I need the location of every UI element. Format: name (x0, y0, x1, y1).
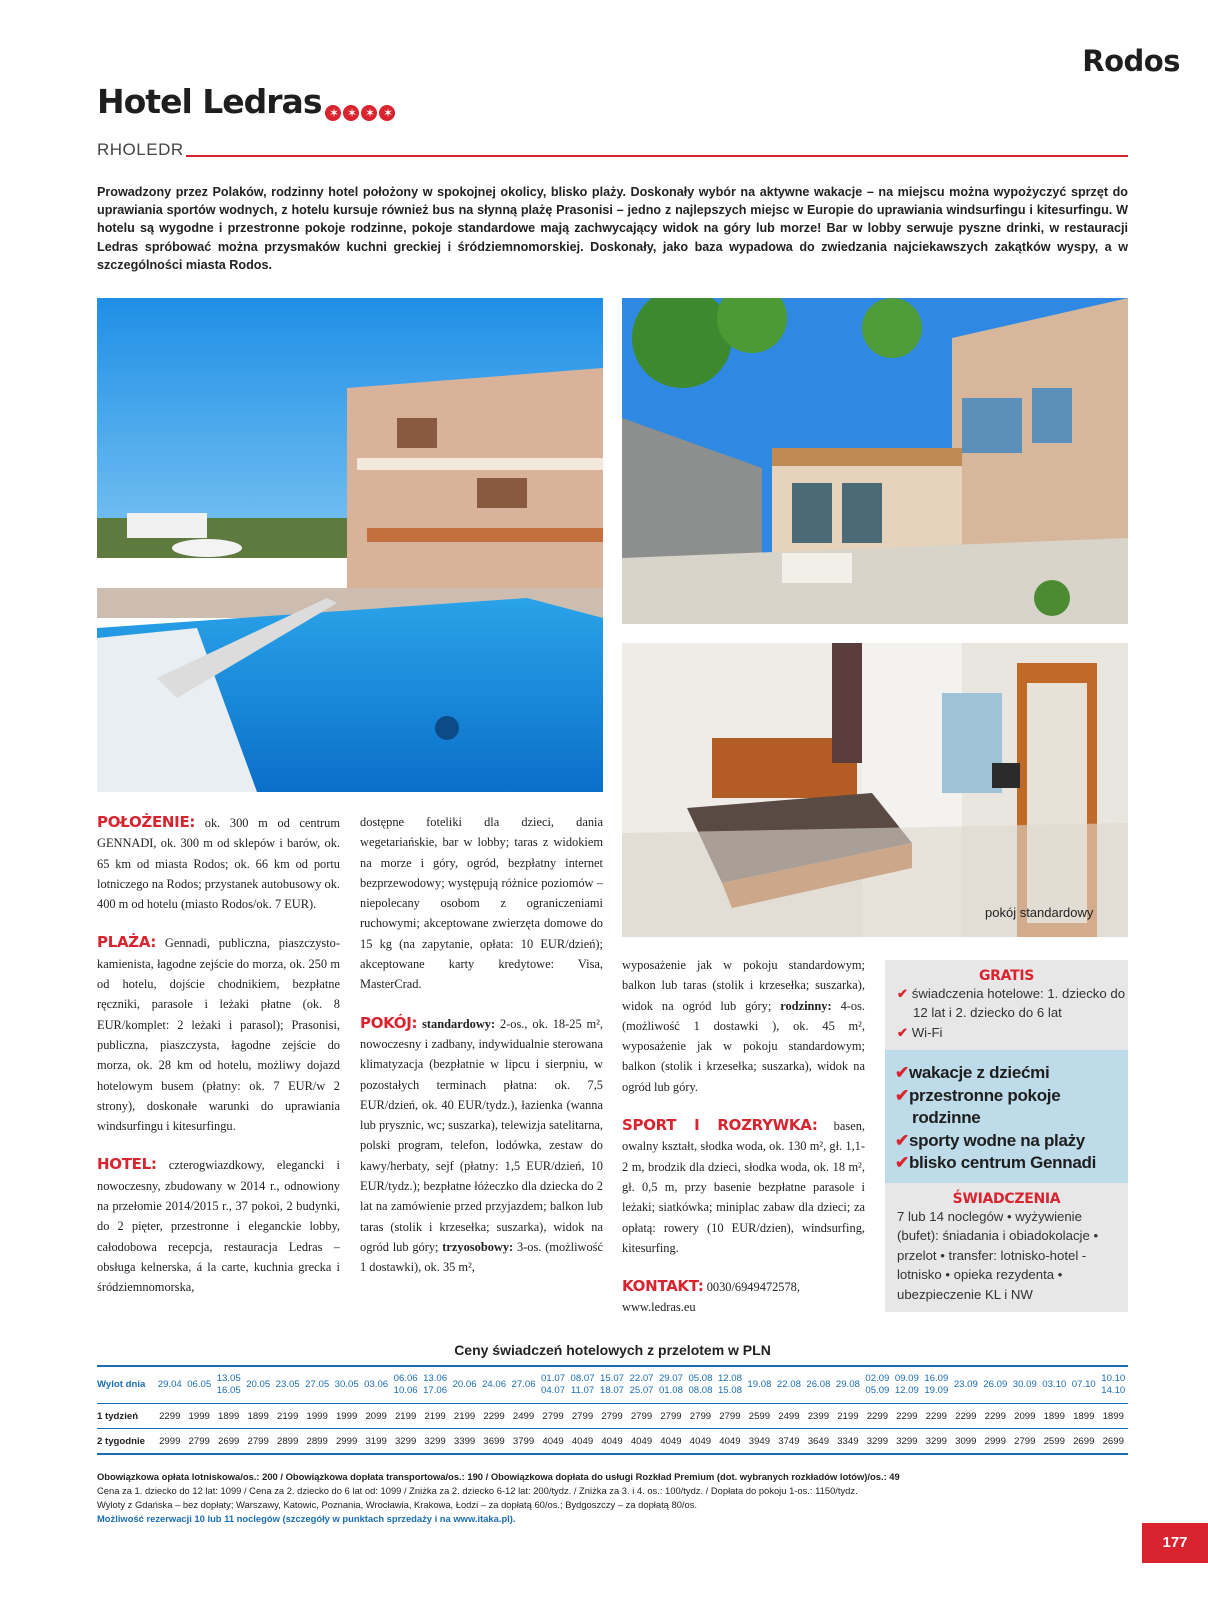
price-cell: 2799 (715, 1404, 744, 1429)
price-cell: 2299 (922, 1404, 951, 1429)
departure-dates-row (97, 1366, 1128, 1404)
price-cell: 1999 (332, 1404, 361, 1429)
price-cell: 4049 (597, 1429, 626, 1455)
departure-date: 23.09 (951, 1366, 980, 1404)
price-cell: 2699 (1099, 1429, 1129, 1455)
section-head-sport: SPORT I ROZRYWKA: (622, 1116, 818, 1135)
price-cell: 2599 (745, 1404, 774, 1429)
price-cell: 4049 (656, 1429, 685, 1455)
departure-date: 13.06 17.06 (420, 1366, 449, 1404)
departure-date: 26.09 (981, 1366, 1010, 1404)
price-cell: 2299 (863, 1404, 892, 1429)
price-cell: 2299 (981, 1404, 1010, 1429)
star-icon: ✶ (343, 105, 359, 121)
price-cell: 2299 (951, 1404, 980, 1429)
title-divider (186, 155, 1128, 157)
price-cell: 3399 (450, 1429, 479, 1455)
column-2 (360, 812, 603, 1296)
price-cell: 4049 (686, 1429, 715, 1455)
gratis-title: GRATIS (978, 968, 1035, 984)
price-cell: 2499 (774, 1404, 803, 1429)
selling-point: ✔wakacje z dziećmi (895, 1063, 1050, 1082)
price-cell: 1999 (184, 1404, 213, 1429)
price-cell: 2699 (1069, 1429, 1098, 1455)
departure-label: Wylot dnia (97, 1366, 155, 1404)
check-icon: ✔ (897, 986, 909, 1001)
price-cell: 2499 (509, 1404, 538, 1429)
departure-date: 24.06 (479, 1366, 508, 1404)
note-line: Wyloty z Gdańska – bez dopłaty; Warszawy, Katowic, Poznania, Wrocławia, Krakowa, Łodzi – za dopłatą 60/os.; Bydgoszczy – za dopłatą 80/os. (97, 1499, 698, 1510)
price-cell: 2199 (833, 1404, 862, 1429)
price-cell: 4049 (538, 1429, 567, 1455)
gratis-item: ✔ świadczenia hotelowe: 1. dziecko do 12 lat i 2. dziecko do 6 lat (897, 986, 1126, 1021)
pool-photo (97, 298, 603, 792)
price-cell: 2099 (361, 1404, 390, 1429)
selling-point: ✔sporty wodne na plaży (895, 1130, 1085, 1150)
price-cell: 1899 (1040, 1404, 1069, 1429)
price-cell: 2299 (479, 1404, 508, 1429)
section-head-beach: PLAŻA: (97, 933, 157, 952)
services-text: 7 lub 14 noclegów • wyżywienie (bufet): śniadania i obiadokolacje • przelot • transfer: lotnisko-hotel -lotnisko • opieka rezydenta • ubezpieczenie KL i NW (897, 1209, 1099, 1302)
services-title: ŚWIADCZENIA (952, 1191, 1061, 1207)
section-head-hotel: HOTEL: (97, 1155, 157, 1174)
price-cell: 3949 (745, 1429, 774, 1455)
price-cell: 3749 (774, 1429, 803, 1455)
star-icon: ✶ (361, 105, 377, 121)
price-cell: 3349 (833, 1429, 862, 1455)
departure-date: 22.07 25.07 (627, 1366, 656, 1404)
price-cell: 3099 (951, 1429, 980, 1455)
intro-paragraph: Prowadzony przez Polaków, rodzinny hotel położony w spokojnej okolicy, blisko plaży. Doskonały wybór na aktywne wakacje – na miejscu można wypożyczyć sprzęt do uprawiania sportów wodnych, z hotelu kursuje również bus na słynną plażę Prasonisi – jedno z najlepszych miejsc w Europie do uprawiania windsurfingu i kitesurfingu. W hotelu są wygodne i przestronne pokoje rodzinne, pokoje standardowe mają zachwycający widok na góry lub morze! Bar w lobby serwuje pyszne drinki, w restauracji Ledras spróbować można przysmaków kuchni greckiej i śródziemnomorskiej. Doskonały, jako baza wypadowa do zwiedzania najciekawszych zakątków wyspy, a w szczególności miasta Rodos. (97, 185, 1128, 272)
hotel-title (97, 82, 397, 121)
price-cell: 2299 (155, 1404, 184, 1429)
price-cell: 3299 (892, 1429, 921, 1455)
region-title: Rodos (1082, 44, 1180, 78)
price-cell: 2799 (627, 1404, 656, 1429)
check-icon: ✔ (897, 1024, 909, 1040)
selling-point: ✔blisko centrum Gennadi (895, 1153, 1097, 1172)
price-cell: 2199 (420, 1404, 449, 1429)
price-cell: 3649 (804, 1429, 833, 1455)
departure-date: 27.05 (302, 1366, 331, 1404)
sport-text: basen, owalny kształt, słodka woda, ok. 130 m², gł. 1,1-2 m, brodzik dla dzieci, słodka woda, ok. 18 m², gł. 0,5 m, przy basenie bezpłatne parasole i leżaki; siatkówka; miniplac zabaw dla dzieci; za opłatą: rowery (10 EUR/dzien), windsurfing, kitesurfing. (622, 1119, 865, 1255)
star-rating (325, 82, 397, 121)
price-cell: 2199 (391, 1404, 420, 1429)
hotel-name: Hotel Ledras (97, 82, 322, 121)
departure-date: 29.07 01.08 (656, 1366, 685, 1404)
selling-points-box (885, 1050, 1128, 1183)
price-cell: 2799 (538, 1404, 567, 1429)
price-cell: 2899 (302, 1429, 331, 1455)
price-cell: 1999 (302, 1404, 331, 1429)
room-family-text: 4-os. (możliwość 1 dostawki ), ok. 45 m², wyposażenie jak w pokoju standardowym; balkon (stolik i krzesełka; suszarka), widok na ogród lub góry. (622, 998, 865, 1094)
price-cell: 2899 (273, 1429, 302, 1455)
departure-date: 09.09 12.09 (892, 1366, 921, 1404)
departure-date: 07.10 (1069, 1366, 1098, 1404)
departure-date: 03.06 (361, 1366, 390, 1404)
note-line: Możliwość rezerwacji 10 lub 11 noclegów (szczegóły w punktach sprzedaży i na www.itaka.pl). (97, 1513, 516, 1524)
departure-date: 02.09 05.09 (863, 1366, 892, 1404)
price-cell: 3299 (420, 1429, 449, 1455)
price-cell: 3199 (361, 1429, 390, 1455)
star-icon: ✶ (325, 105, 341, 121)
departure-date: 13.05 16.05 (214, 1366, 243, 1404)
price-cell: 2999 (981, 1429, 1010, 1455)
hotel-text-cont: dostępne foteliki dla dzieci, dania wegetariańskie, bar w lobby; taras z widokiem na morze i góry, ogród, bezpłatny internet bezprzewodowy; występują różnice poziomów – niepolecany osobom z ograniczeniami ruchowymi; akceptowane zwierzęta domowe do 15 kg (na zapytanie, opłata: 10 EUR/dzień); akceptowane karty kredytowe: Visa, MasterCrad. (360, 815, 603, 992)
price-cell: 4049 (568, 1429, 597, 1455)
gratis-item: ✔ Wi-Fi (897, 1024, 943, 1040)
hotel-text: czterogwiazdkowy, elegancki i nowoczesny, zbudowany w 2014 r., odnowiony na przełomie 2014/2015 r., 37 pokoi, 2 budynki, do 2 pięter, przestronne i eleganckie lobby, całodobowa recepcja, restauracja Ledras – obsługa kelnerska, á la carte, kuchnia grecka i śródziemnomorska, (97, 1158, 340, 1295)
departure-date: 15.07 18.07 (597, 1366, 626, 1404)
terrace-photo (622, 298, 1128, 624)
check-icon: ✔ (895, 1085, 909, 1105)
check-icon: ✔ (895, 1063, 909, 1082)
departure-date: 06.06 10.06 (391, 1366, 420, 1404)
price-cell: 2799 (686, 1404, 715, 1429)
note-line: Obowiązkowa opłata lotniskowa/os.: 200 / Obowiązkowa dopłata transportowa/os.: 190 / Obowiązkowa dopłata do usługi Rozkład Premium (dot. wybranych rozkładów lotów)/os.: 49 (97, 1471, 900, 1482)
departure-date: 06.05 (184, 1366, 213, 1404)
price-cell: 3299 (391, 1429, 420, 1455)
beach-text: Gennadi, publiczna, piaszczysto-kamienista, łagodne zejście do morza, ok. 250 m od hotelu, dojście chodnikiem, bezpłatne ręczniki, parasole i leżaki płatne (ok. 8 EUR/komplet: 2 leżaki i parasol); Prasonisi, publiczna, piaszczysta, łagodne zejście do morza, ok. 28 km od hotelu, możliwy dojazd hotelowym busem (płatny: ok. 7 EUR/w 2 strony), doskonałe warunki do uprawiania windsurfingu i kitesurfingu. (97, 936, 340, 1134)
departure-date: 12.08 15.08 (715, 1366, 744, 1404)
departure-date: 05.08 08.08 (686, 1366, 715, 1404)
departure-date: 08.07 11.07 (568, 1366, 597, 1404)
price-cell: 1899 (1099, 1404, 1129, 1429)
departure-date: 29.08 (833, 1366, 862, 1404)
room-triple-text: 3-os. (możliwość 1 dostawki), ok. 35 m², (360, 1239, 604, 1275)
price-cell: 2099 (1010, 1404, 1039, 1429)
departure-date: 01.07 04.07 (538, 1366, 567, 1404)
row-label: 2 tygodnie (97, 1429, 155, 1455)
price-cell: 1899 (214, 1404, 243, 1429)
selling-point: ✔przestronne pokoje rodzinne (895, 1085, 1061, 1127)
hotel-code: RHOLEDR (97, 140, 184, 159)
check-icon: ✔ (895, 1130, 909, 1150)
star-icon: ✶ (379, 105, 395, 121)
departure-date: 29.04 (155, 1366, 184, 1404)
price-cell: 2599 (1040, 1429, 1069, 1455)
departure-date: 20.05 (243, 1366, 272, 1404)
photo-caption: pokój standardowy (985, 905, 1094, 920)
price-cell: 2799 (597, 1404, 626, 1429)
price-cell: 1899 (243, 1404, 272, 1429)
price-cell: 4049 (627, 1429, 656, 1455)
departure-date: 10.10 14.10 (1099, 1366, 1129, 1404)
price-cell: 2799 (656, 1404, 685, 1429)
room-text: 2-os., ok. 18-25 m², nowoczesny i zadbany, indywidualnie sterowana klimatyzacja (bezpłatnie w lipcu i sierpniu, w pozostałych terminach płatna: ok. 7,5 EUR/dzień, ok. 40 EUR/tydz.), łazienka (wanna lub prysznic, wc; suszarka), telewizja satelitarna, polski program, telefon, lodówka, zestaw do kawy/herbaty, sejf (płatny: 1,5 EUR/dzień, 10 EUR/tydz.); bezpłatne łóżeczko dla dziecka do 2 lat na zamówienie przed przyjazdem; balkon lub taras (stolik i krzesełka; suszarka), widok na ogród lub góry; (360, 1016, 603, 1254)
departure-date: 19.08 (745, 1366, 774, 1404)
section-head-location: POŁOŻENIE: (97, 813, 196, 831)
price-cell: 3699 (479, 1429, 508, 1455)
departure-date: 22.08 (774, 1366, 803, 1404)
section-head-room: POKÓJ: (360, 1013, 418, 1032)
services-box (885, 1183, 1128, 1312)
price-cell: 4049 (715, 1429, 744, 1455)
price-cell: 2199 (450, 1404, 479, 1429)
price-notes (97, 1470, 1128, 1526)
price-cell: 2699 (214, 1429, 243, 1455)
contact-text: 0030/6949472578, www.ledras.eu (622, 1280, 800, 1315)
column-3 (622, 955, 865, 1336)
price-cell: 2799 (243, 1429, 272, 1455)
price-cell: 2399 (804, 1404, 833, 1429)
departure-date: 30.09 (1010, 1366, 1039, 1404)
room-family-label: rodzinny: (780, 998, 832, 1013)
room-photo (622, 643, 1128, 937)
price-cell: 2299 (892, 1404, 921, 1429)
departure-date: 20.06 (450, 1366, 479, 1404)
page-number: 177 (1142, 1523, 1208, 1563)
note-line: Cena za 1. dziecko do 12 lat: 1099 / Cena za 2. dziecko do 6 lat od: 1099 / Zniżka za 2. dziecko 6-12 lat: 200/tydz. / Zniżka za 3. i 4. os.: 100/tydz. / Dopłata do pokoju 1-os.: 1150/tydz. (97, 1485, 858, 1496)
departure-date: 30.05 (332, 1366, 361, 1404)
prices-title: Ceny świadczeń hotelowych z przelotem w PLN (454, 1342, 771, 1358)
price-cell: 2199 (273, 1404, 302, 1429)
section-head-contact: KONTAKT: (622, 1277, 704, 1296)
row-label: 1 tydzień (97, 1404, 155, 1429)
room-standard-label: standardowy: (422, 1016, 496, 1031)
price-cell: 2999 (332, 1429, 361, 1455)
price-cell: 2999 (155, 1429, 184, 1455)
departure-date: 03.10 (1040, 1366, 1069, 1404)
column-1 (97, 812, 340, 1316)
price-cell: 1899 (1069, 1404, 1098, 1429)
price-cell: 3799 (509, 1429, 538, 1455)
departure-date: 23.05 (273, 1366, 302, 1404)
gratis-box (885, 960, 1128, 1050)
check-icon: ✔ (895, 1153, 909, 1172)
price-cell: 2799 (568, 1404, 597, 1429)
price-cell: 3299 (922, 1429, 951, 1455)
departure-date: 26.08 (804, 1366, 833, 1404)
price-row-2-weeks (97, 1429, 1128, 1455)
price-row-1-week (97, 1404, 1128, 1429)
price-cell: 2799 (184, 1429, 213, 1455)
price-cell: 2799 (1010, 1429, 1039, 1455)
room-triple-label: trzyosobowy: (442, 1239, 514, 1254)
room-cont-text: wyposażenie jak w pokoju standardowym; balkon lub taras (stolik i krzesełka; suszarka), widok na ogród lub góry; (622, 958, 865, 1013)
location-text: ok. 300 m od centrum GENNADI, ok. 300 m od sklepów i barów, ok. 65 km od miasta Rodos; ok. 66 km od portu lotniczego na Rodos; przystanek autobusowy ok. 400 m od hotelu (miasto Rodos/ok. 7 EUR). (97, 816, 340, 912)
departure-date: 27.06 (509, 1366, 538, 1404)
departure-date: 16.09 19.09 (922, 1366, 951, 1404)
price-cell: 3299 (863, 1429, 892, 1455)
price-table (97, 1365, 1128, 1455)
